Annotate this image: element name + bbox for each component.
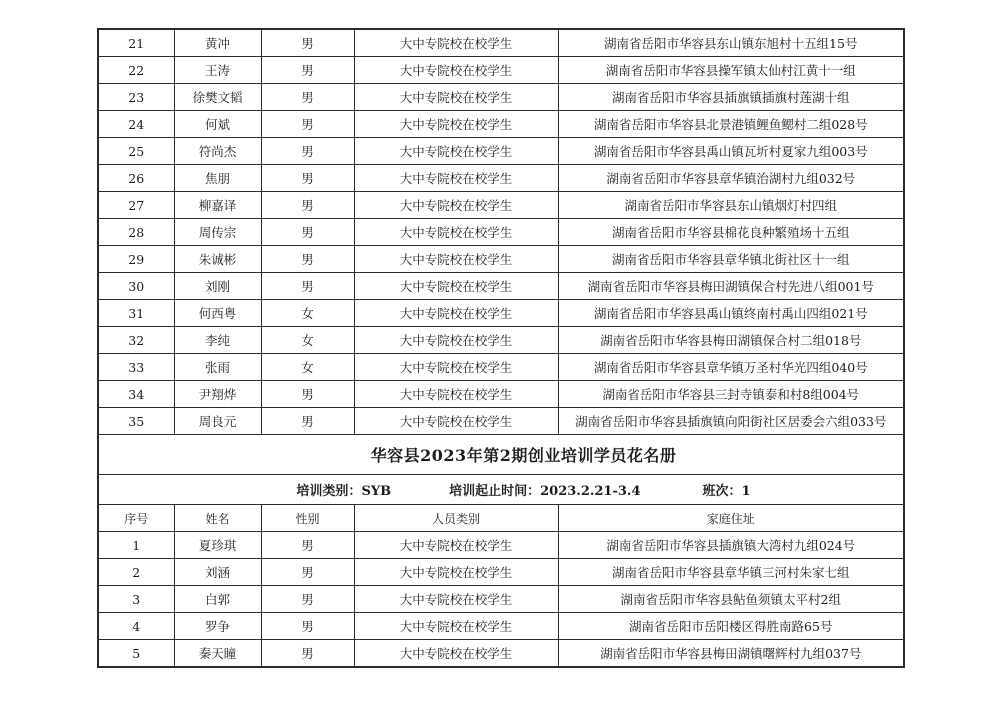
cell-sequence-number: 25 <box>98 138 174 165</box>
cell-person-category: 大中专院校在校学生 <box>354 57 558 84</box>
cell-sequence-number: 30 <box>98 273 174 300</box>
cell-home-address: 湖南省岳阳市华容县章华镇治湖村九组032号 <box>558 165 904 192</box>
cell-person-category: 大中专院校在校学生 <box>354 111 558 138</box>
cell-gender: 男 <box>261 29 354 57</box>
cell-home-address: 湖南省岳阳市华容县东山镇东旭村十五组15号 <box>558 29 904 57</box>
cell-sequence-number: 29 <box>98 246 174 273</box>
table-row <box>98 559 904 586</box>
cell-person-category: 大中专院校在校学生 <box>354 192 558 219</box>
cell-name: 柳嘉译 <box>174 192 261 219</box>
table-row <box>98 192 904 219</box>
cell-gender: 男 <box>261 408 354 435</box>
cell-home-address: 湖南省岳阳市华容县梅田湖镇保合村先进八组001号 <box>558 273 904 300</box>
cell-sequence-number: 34 <box>98 381 174 408</box>
table-row <box>98 57 904 84</box>
cell-sequence-number: 4 <box>98 613 174 640</box>
training-time-value: 2023.2.21-3.4 <box>540 484 641 499</box>
cell-name: 尹翔烨 <box>174 381 261 408</box>
header-person-category: 人员类别 <box>354 505 558 532</box>
table-row <box>98 381 904 408</box>
cell-name: 张雨 <box>174 354 261 381</box>
cell-person-category: 大中专院校在校学生 <box>354 613 558 640</box>
header-gender: 性别 <box>261 505 354 532</box>
cell-name: 朱诚彬 <box>174 246 261 273</box>
cell-sequence-number: 26 <box>98 165 174 192</box>
cell-person-category: 大中专院校在校学生 <box>354 586 558 613</box>
cell-gender: 男 <box>261 613 354 640</box>
cell-gender: 男 <box>261 381 354 408</box>
cell-name: 刘涵 <box>174 559 261 586</box>
cell-person-category: 大中专院校在校学生 <box>354 327 558 354</box>
header-name: 姓名 <box>174 505 261 532</box>
cell-gender: 女 <box>261 354 354 381</box>
table-row <box>98 327 904 354</box>
cell-sequence-number: 24 <box>98 111 174 138</box>
cell-gender: 女 <box>261 300 354 327</box>
training-category-value: SYB <box>361 484 392 499</box>
cell-home-address: 湖南省岳阳市岳阳楼区得胜南路65号 <box>558 613 904 640</box>
training-time <box>449 480 640 499</box>
roster-rows-1-5 <box>98 532 904 668</box>
cell-sequence-number: 23 <box>98 84 174 111</box>
cell-sequence-number: 33 <box>98 354 174 381</box>
cell-gender: 男 <box>261 586 354 613</box>
cell-person-category: 大中专院校在校学生 <box>354 219 558 246</box>
cell-person-category: 大中专院校在校学生 <box>354 381 558 408</box>
table-row <box>98 219 904 246</box>
cell-name: 白郭 <box>174 586 261 613</box>
header-home-address: 家庭住址 <box>558 505 904 532</box>
cell-home-address: 湖南省岳阳市华容县操军镇太仙村江黄十一组 <box>558 57 904 84</box>
cell-person-category: 大中专院校在校学生 <box>354 165 558 192</box>
table-row <box>98 138 904 165</box>
title-row <box>98 435 904 475</box>
cell-name: 李纯 <box>174 327 261 354</box>
cell-name: 何西粤 <box>174 300 261 327</box>
cell-gender: 女 <box>261 327 354 354</box>
training-class <box>703 480 751 499</box>
cell-home-address: 湖南省岳阳市华容县东山镇烟灯村四组 <box>558 192 904 219</box>
table-row <box>98 165 904 192</box>
cell-gender: 男 <box>261 84 354 111</box>
cell-gender: 男 <box>261 138 354 165</box>
cell-person-category: 大中专院校在校学生 <box>354 532 558 559</box>
training-class-value: 1 <box>741 484 751 499</box>
cell-gender: 男 <box>261 192 354 219</box>
cell-sequence-number: 27 <box>98 192 174 219</box>
cell-person-category: 大中专院校在校学生 <box>354 640 558 668</box>
roster-title: 华容县2023年第2期创业培训学员花名册 <box>98 435 904 475</box>
table-row <box>98 111 904 138</box>
table-row <box>98 354 904 381</box>
cell-person-category: 大中专院校在校学生 <box>354 559 558 586</box>
training-category <box>296 480 391 499</box>
cell-name: 王涛 <box>174 57 261 84</box>
training-info-cell <box>98 475 904 505</box>
cell-person-category: 大中专院校在校学生 <box>354 300 558 327</box>
cell-gender: 男 <box>261 246 354 273</box>
cell-gender: 男 <box>261 559 354 586</box>
cell-person-category: 大中专院校在校学生 <box>354 354 558 381</box>
cell-gender: 男 <box>261 111 354 138</box>
cell-sequence-number: 2 <box>98 559 174 586</box>
cell-home-address: 湖南省岳阳市华容县章华镇三河村朱家七组 <box>558 559 904 586</box>
cell-name: 徐樊文韬 <box>174 84 261 111</box>
table-row <box>98 29 904 57</box>
cell-name: 周良元 <box>174 408 261 435</box>
cell-gender: 男 <box>261 273 354 300</box>
table-row <box>98 586 904 613</box>
cell-name: 刘刚 <box>174 273 261 300</box>
training-category-label: 培训类别： <box>296 484 362 499</box>
cell-home-address: 湖南省岳阳市华容县梅田湖镇保合村二组018号 <box>558 327 904 354</box>
cell-home-address: 湖南省岳阳市华容县三封寺镇泰和村8组004号 <box>558 381 904 408</box>
cell-gender: 男 <box>261 219 354 246</box>
cell-gender: 男 <box>261 532 354 559</box>
training-info-row <box>98 475 904 505</box>
trainee-roster-table <box>97 28 905 668</box>
cell-sequence-number: 28 <box>98 219 174 246</box>
cell-sequence-number: 1 <box>98 532 174 559</box>
header-sequence-number: 序号 <box>98 505 174 532</box>
table-row <box>98 640 904 668</box>
cell-sequence-number: 5 <box>98 640 174 668</box>
cell-sequence-number: 3 <box>98 586 174 613</box>
training-info <box>144 480 903 499</box>
cell-home-address: 湖南省岳阳市华容县鲇鱼须镇太平村2组 <box>558 586 904 613</box>
cell-home-address: 湖南省岳阳市华容县插旗镇向阳街社区居委会六组033号 <box>558 408 904 435</box>
cell-person-category: 大中专院校在校学生 <box>354 408 558 435</box>
cell-home-address: 湖南省岳阳市华容县章华镇北街社区十一组 <box>558 246 904 273</box>
cell-sequence-number: 31 <box>98 300 174 327</box>
cell-gender: 男 <box>261 57 354 84</box>
table-row <box>98 408 904 435</box>
cell-home-address: 湖南省岳阳市华容县北景港镇鲤鱼鳃村二组028号 <box>558 111 904 138</box>
cell-sequence-number: 32 <box>98 327 174 354</box>
cell-gender: 男 <box>261 165 354 192</box>
table-row <box>98 532 904 559</box>
cell-home-address: 湖南省岳阳市华容县插旗镇大湾村九组024号 <box>558 532 904 559</box>
roster-header-section <box>98 435 904 532</box>
column-header-row <box>98 505 904 532</box>
cell-name: 何斌 <box>174 111 261 138</box>
cell-home-address: 湖南省岳阳市华容县棉花良种繁殖场十五组 <box>558 219 904 246</box>
cell-home-address: 湖南省岳阳市华容县章华镇万圣村华光四组040号 <box>558 354 904 381</box>
table-row <box>98 246 904 273</box>
cell-name: 符尚杰 <box>174 138 261 165</box>
cell-sequence-number: 22 <box>98 57 174 84</box>
cell-name: 秦天瞳 <box>174 640 261 668</box>
cell-name: 夏珍琪 <box>174 532 261 559</box>
training-time-label: 培训起止时间： <box>449 484 541 499</box>
cell-sequence-number: 35 <box>98 408 174 435</box>
training-class-label: 班次： <box>702 484 742 499</box>
cell-name: 罗争 <box>174 613 261 640</box>
continuation-rows-21-35 <box>98 29 904 435</box>
cell-home-address: 湖南省岳阳市华容县禹山镇终南村禹山四组021号 <box>558 300 904 327</box>
table-row <box>98 300 904 327</box>
cell-person-category: 大中专院校在校学生 <box>354 84 558 111</box>
cell-home-address: 湖南省岳阳市华容县梅田湖镇曙辉村九组037号 <box>558 640 904 668</box>
cell-home-address: 湖南省岳阳市华容县插旗镇插旗村莲湖十组 <box>558 84 904 111</box>
cell-person-category: 大中专院校在校学生 <box>354 246 558 273</box>
cell-name: 焦朋 <box>174 165 261 192</box>
cell-name: 周传宗 <box>174 219 261 246</box>
table-row <box>98 273 904 300</box>
cell-person-category: 大中专院校在校学生 <box>354 138 558 165</box>
table-row <box>98 84 904 111</box>
cell-name: 黄冲 <box>174 29 261 57</box>
cell-person-category: 大中专院校在校学生 <box>354 273 558 300</box>
cell-home-address: 湖南省岳阳市华容县禹山镇瓦圻村夏家九组003号 <box>558 138 904 165</box>
cell-sequence-number: 21 <box>98 29 174 57</box>
cell-gender: 男 <box>261 640 354 668</box>
cell-person-category: 大中专院校在校学生 <box>354 29 558 57</box>
table-row <box>98 613 904 640</box>
